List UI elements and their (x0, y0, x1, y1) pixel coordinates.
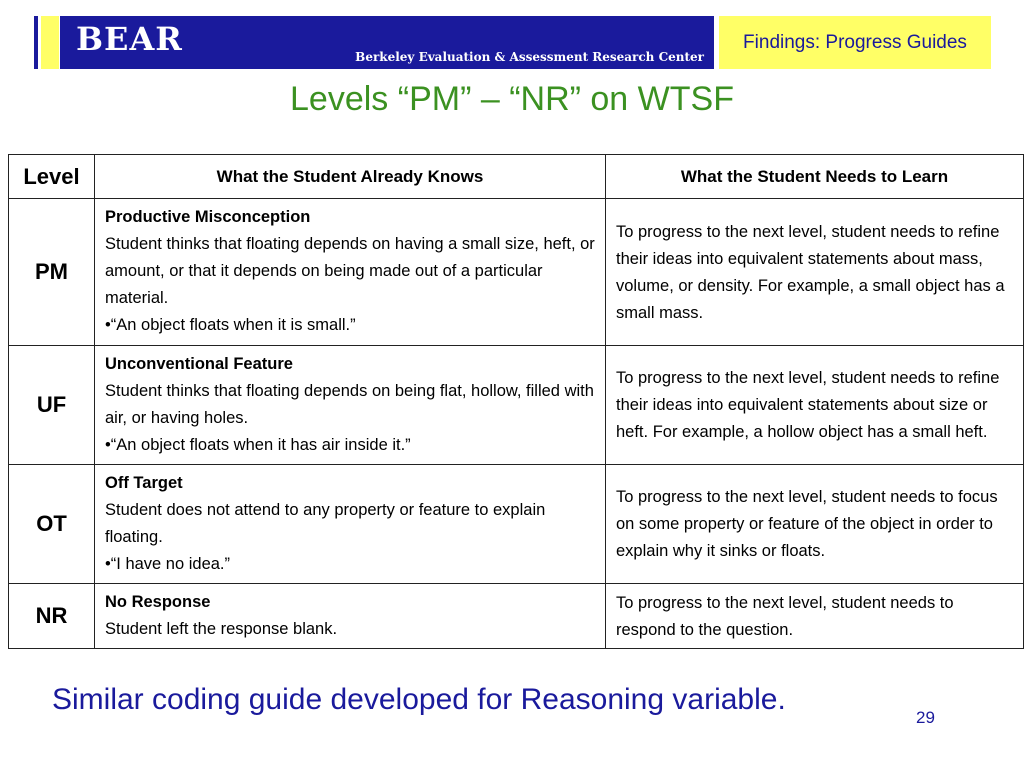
knows-cell (95, 199, 606, 346)
bear-logo: BEAR (76, 20, 183, 58)
example-quote: •“An object floats when it has air inside it.” (105, 436, 411, 454)
column-header-level: Level (9, 155, 95, 199)
level-description: Student thinks that floating depends on having a small size, heft, or amount, or that it depends on being made out of a particular material. (105, 235, 595, 307)
header-banner (60, 16, 714, 69)
table-row (9, 346, 1024, 465)
slide-title: Levels “PM” – “NR” on WTSF (290, 80, 734, 118)
organization-name: Berkeley Evaluation & Assessment Research Center (355, 50, 704, 64)
header-accent-bar (34, 16, 38, 69)
knows-cell (95, 584, 606, 649)
knows-cell (95, 346, 606, 465)
learn-cell: To progress to the next level, student needs to refine their ideas into equivalent statements about size or heft. For example, a hollow object has a small heft. (606, 346, 1024, 465)
learn-cell: To progress to the next level, student needs to refine their ideas into equivalent statements about mass, volume, or density. For example, a small object has a small mass. (606, 199, 1024, 346)
level-code: PM (9, 199, 95, 346)
page-number: 29 (916, 708, 935, 727)
table-header-row (9, 155, 1024, 199)
level-title: Unconventional Feature (105, 355, 293, 373)
table-row (9, 584, 1024, 649)
level-code: NR (9, 584, 95, 649)
footer-note: Similar coding guide developed for Reasoning variable. (52, 683, 786, 716)
level-code: UF (9, 346, 95, 465)
level-title: Off Target (105, 474, 183, 492)
learn-cell: To progress to the next level, student needs to respond to the question. (606, 584, 1024, 649)
learn-cell: To progress to the next level, student needs to focus on some property or feature of the object in order to explain why it sinks or floats. (606, 465, 1024, 584)
table-row (9, 465, 1024, 584)
level-description: Student left the response blank. (105, 620, 338, 638)
example-quote: •“I have no idea.” (105, 555, 231, 573)
example-quote: •“An object floats when it is small.” (105, 316, 356, 334)
level-code: OT (9, 465, 95, 584)
level-title: No Response (105, 593, 211, 611)
level-description: Student does not attend to any property or feature to explain floating. (105, 501, 546, 546)
column-header-knows: What the Student Already Knows (95, 155, 606, 199)
level-description: Student thinks that floating depends on being flat, hollow, filled with air, or having holes. (105, 382, 594, 427)
column-header-learn: What the Student Needs to Learn (606, 155, 1024, 199)
header-accent-bar (41, 16, 59, 69)
section-label: Findings: Progress Guides (719, 16, 991, 69)
knows-cell (95, 465, 606, 584)
levels-table (8, 154, 1024, 649)
table-row (9, 199, 1024, 346)
level-title: Productive Misconception (105, 208, 311, 226)
